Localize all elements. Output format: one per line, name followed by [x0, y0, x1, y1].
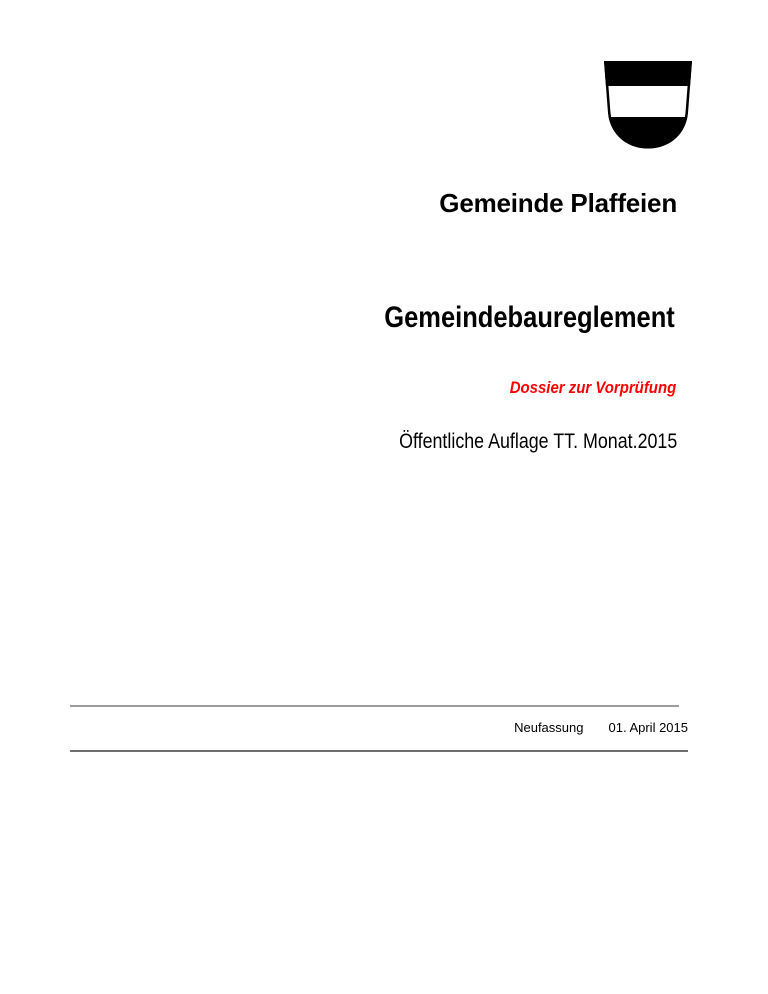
footer-rule-bottom	[70, 750, 688, 752]
publication-line: Öffentliche Auflage TT. Monat.2015	[398, 430, 677, 453]
municipality-title: Gemeinde Plaffeien	[439, 188, 677, 218]
shield-band-top	[603, 61, 693, 86]
revision-date: 01. April 2015	[608, 720, 688, 735]
plaffeien-coat-of-arms-icon	[603, 61, 693, 149]
footer-rule-top	[70, 705, 679, 707]
shield-band-middle	[603, 86, 693, 117]
revision-label: Neufassung	[514, 720, 584, 735]
status-note: Dossier zur Vorprüfung	[509, 378, 676, 397]
document-title: Gemeindebaureglement	[384, 301, 675, 334]
footer-revision-row	[514, 721, 688, 734]
